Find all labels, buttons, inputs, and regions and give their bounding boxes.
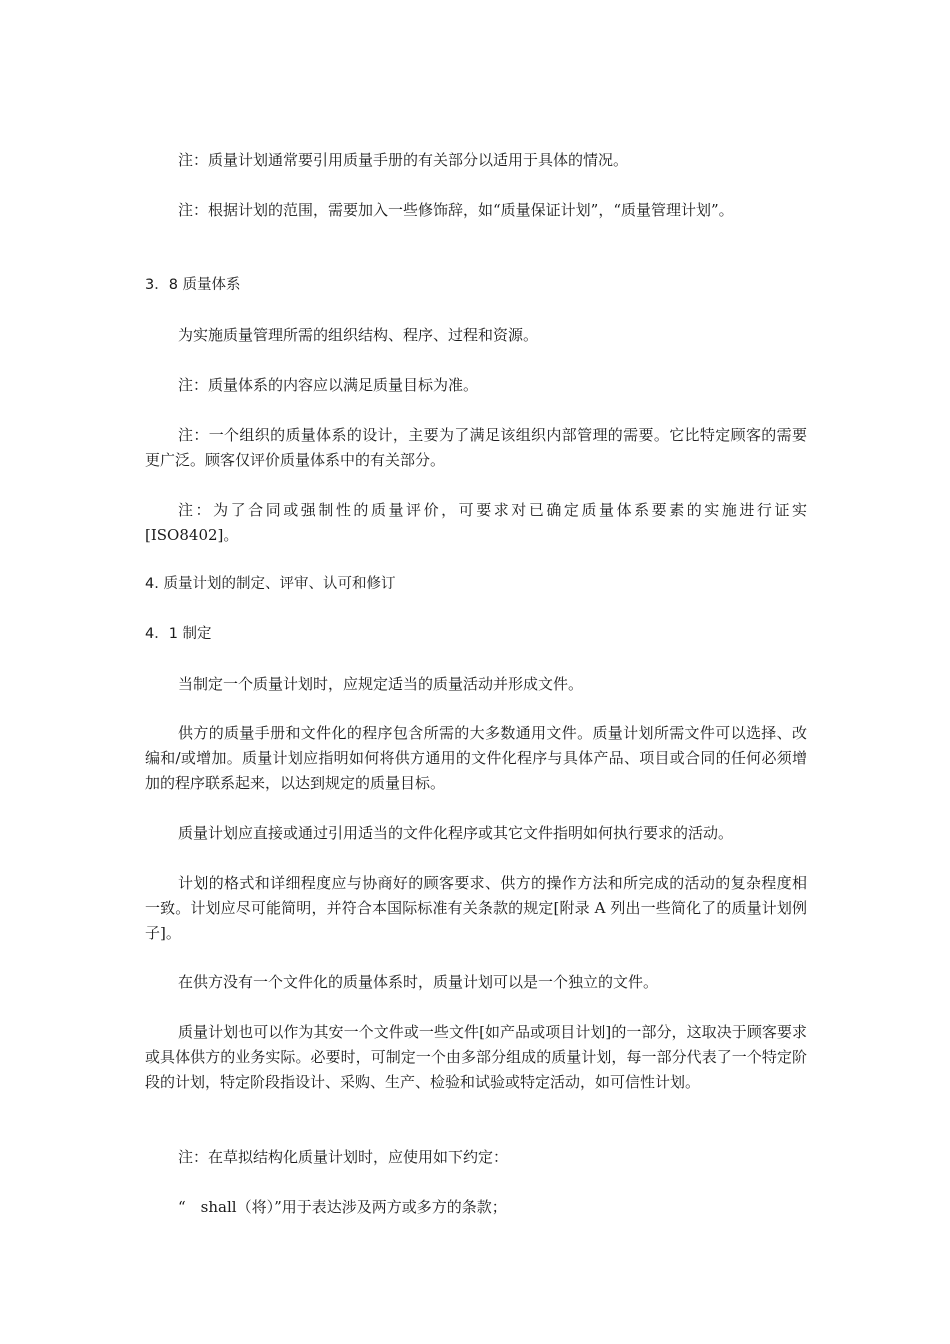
note-quality-evaluation: 注：为了合同或强制性的质量评价，可要求对已确定质量体系要素的实施进行证实[ISO8402]。 <box>145 501 807 544</box>
paragraph-part-of-other-document: 质量计划也可以作为其安一个文件或一些文件[如产品或项目计划]的一部分，这取决于顾客要求或具体供方的业务实际。必要时，可制定一个由多部分组成的质量计划，每一部分代表了一个特定阶段的计划，特定阶段指设计、采购、生产、检验和试验或特定活动，如可信性计划。 <box>145 1023 807 1091</box>
paragraph-independent-document: 在供方没有一个文件化的质量体系时，质量计划可以是一个独立的文件。 <box>178 973 659 991</box>
note-quality-plan-reference: 注：质量计划通常要引用质量手册的有关部分以适用于具体的情况。 <box>178 151 629 169</box>
paragraph-supplier-manual: 供方的质量手册和文件化的程序包含所需的大多数通用文件。质量计划所需文件可以选择、改编和/或增加。质量计划应指明如何将供方通用的文件化程序与具体产品、项目或合同的任何必须增加的程序联系起来，以达到规定的质量目标。 <box>145 724 807 792</box>
paragraph-plan-indicates: 质量计划应直接或通过引用适当的文件化程序或其它文件指明如何执行要求的活动。 <box>178 824 734 842</box>
convention-shall: “ shall（将）”用于表达涉及两方或多方的条款； <box>178 1198 507 1216</box>
note-plan-scope-modifiers: 注：根据计划的范围，需要加入一些修饰辞，如“质量保证计划”，“质量管理计划”。 <box>178 201 734 219</box>
section-heading-4: 4. 质量计划的制定、评审、认可和修订 <box>145 576 396 592</box>
note-drafting-conventions: 注：在草拟结构化质量计划时，应使用如下约定： <box>178 1148 509 1166</box>
paragraph-plan-format: 计划的格式和详细程度应与协商好的顾客要求、供方的操作方法和所完成的活动的复杂程度相一致。计划应尽可能简明，并符合本国际标准有关条款的规定[附录 A 列出一些简化了的质量计划例子]。 <box>145 874 807 942</box>
section-heading-3-8: 3．8 质量体系 <box>145 277 241 293</box>
note-quality-system-content: 注：质量体系的内容应以满足质量目标为准。 <box>178 376 479 394</box>
note-quality-system-design: 注：一个组织的质量体系的设计，主要为了满足该组织内部管理的需要。它比特定顾客的需要更广泛。顾客仅评价质量体系中的有关部分。 <box>145 426 807 469</box>
paragraph-define-activities: 当制定一个质量计划时，应规定适当的质量活动并形成文件。 <box>178 675 584 693</box>
section-heading-4-1: 4．1 制定 <box>145 626 212 642</box>
definition-quality-system: 为实施质量管理所需的组织结构、程序、过程和资源。 <box>178 326 539 344</box>
